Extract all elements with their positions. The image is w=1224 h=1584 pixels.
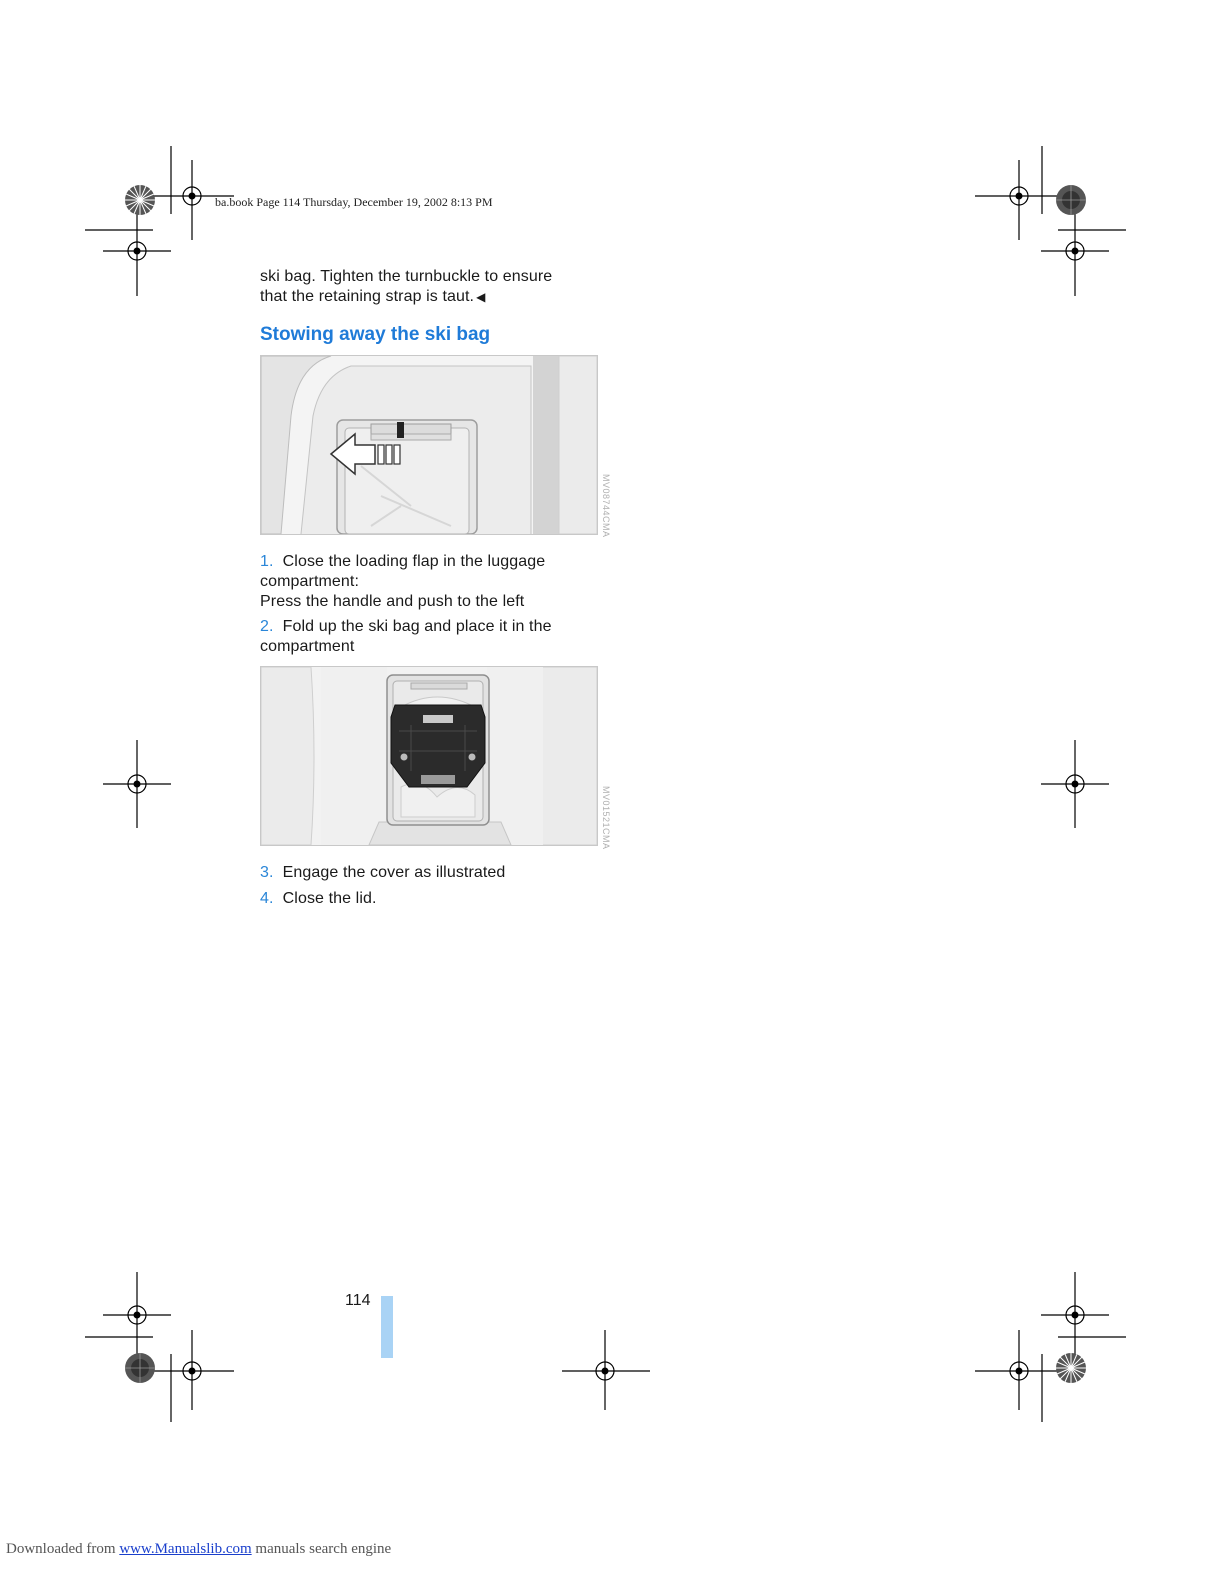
sunburst-target-tl [125,185,155,215]
ski-bag-cover-illustration [261,667,597,845]
step-3 [260,863,505,883]
page-number-tab [381,1296,393,1358]
step-text: compartment [260,638,355,655]
step-text: Close the loading flap in the luggage [282,553,546,570]
loading-flap-illustration [261,356,597,534]
sunburst-target-tr [1056,185,1086,215]
footer-prefix: Downloaded from [6,1541,116,1557]
figure-ski-bag-cover [260,666,598,846]
step-text: Close the lid. [282,890,377,907]
sunburst-target-bl [125,1353,155,1383]
step-text: compartment: [260,573,360,590]
intro-paragraph [260,267,552,307]
step-2 [260,617,552,657]
step-number: 1. [260,553,274,570]
figure-loading-flap [260,355,598,535]
step-text: Press the handle and push to the left [260,593,525,610]
download-footer [6,1541,391,1558]
footer-suffix: manuals search engine [255,1541,392,1557]
section-heading: Stowing away the ski bag [260,324,491,345]
step-text: Engage the cover as illustrated [282,864,506,881]
figure-code-2: MV01521CMA [601,786,611,850]
intro-line-2: that the retaining strap is taut. ◀ [260,288,486,305]
intro-line-1: ski bag. Tighten the turnbuckle to ensure [260,268,553,285]
step-text: Fold up the ski bag and place it in the [282,618,552,635]
sunburst-target-br [1056,1353,1086,1383]
end-mark-icon: ◀ [476,290,486,304]
step-number: 4. [260,890,274,907]
step-4 [260,889,377,909]
page-number: 114 [345,1292,371,1309]
step-number: 3. [260,864,274,881]
figure-code-1: MV08744CMA [601,474,611,538]
step-1 [260,552,545,612]
step-number: 2. [260,618,274,635]
print-header: ba.book Page 114 Thursday, December 19, 2002 8:13 PM [215,195,493,209]
manualslib-link[interactable]: www.Manualslib.com [119,1541,252,1557]
